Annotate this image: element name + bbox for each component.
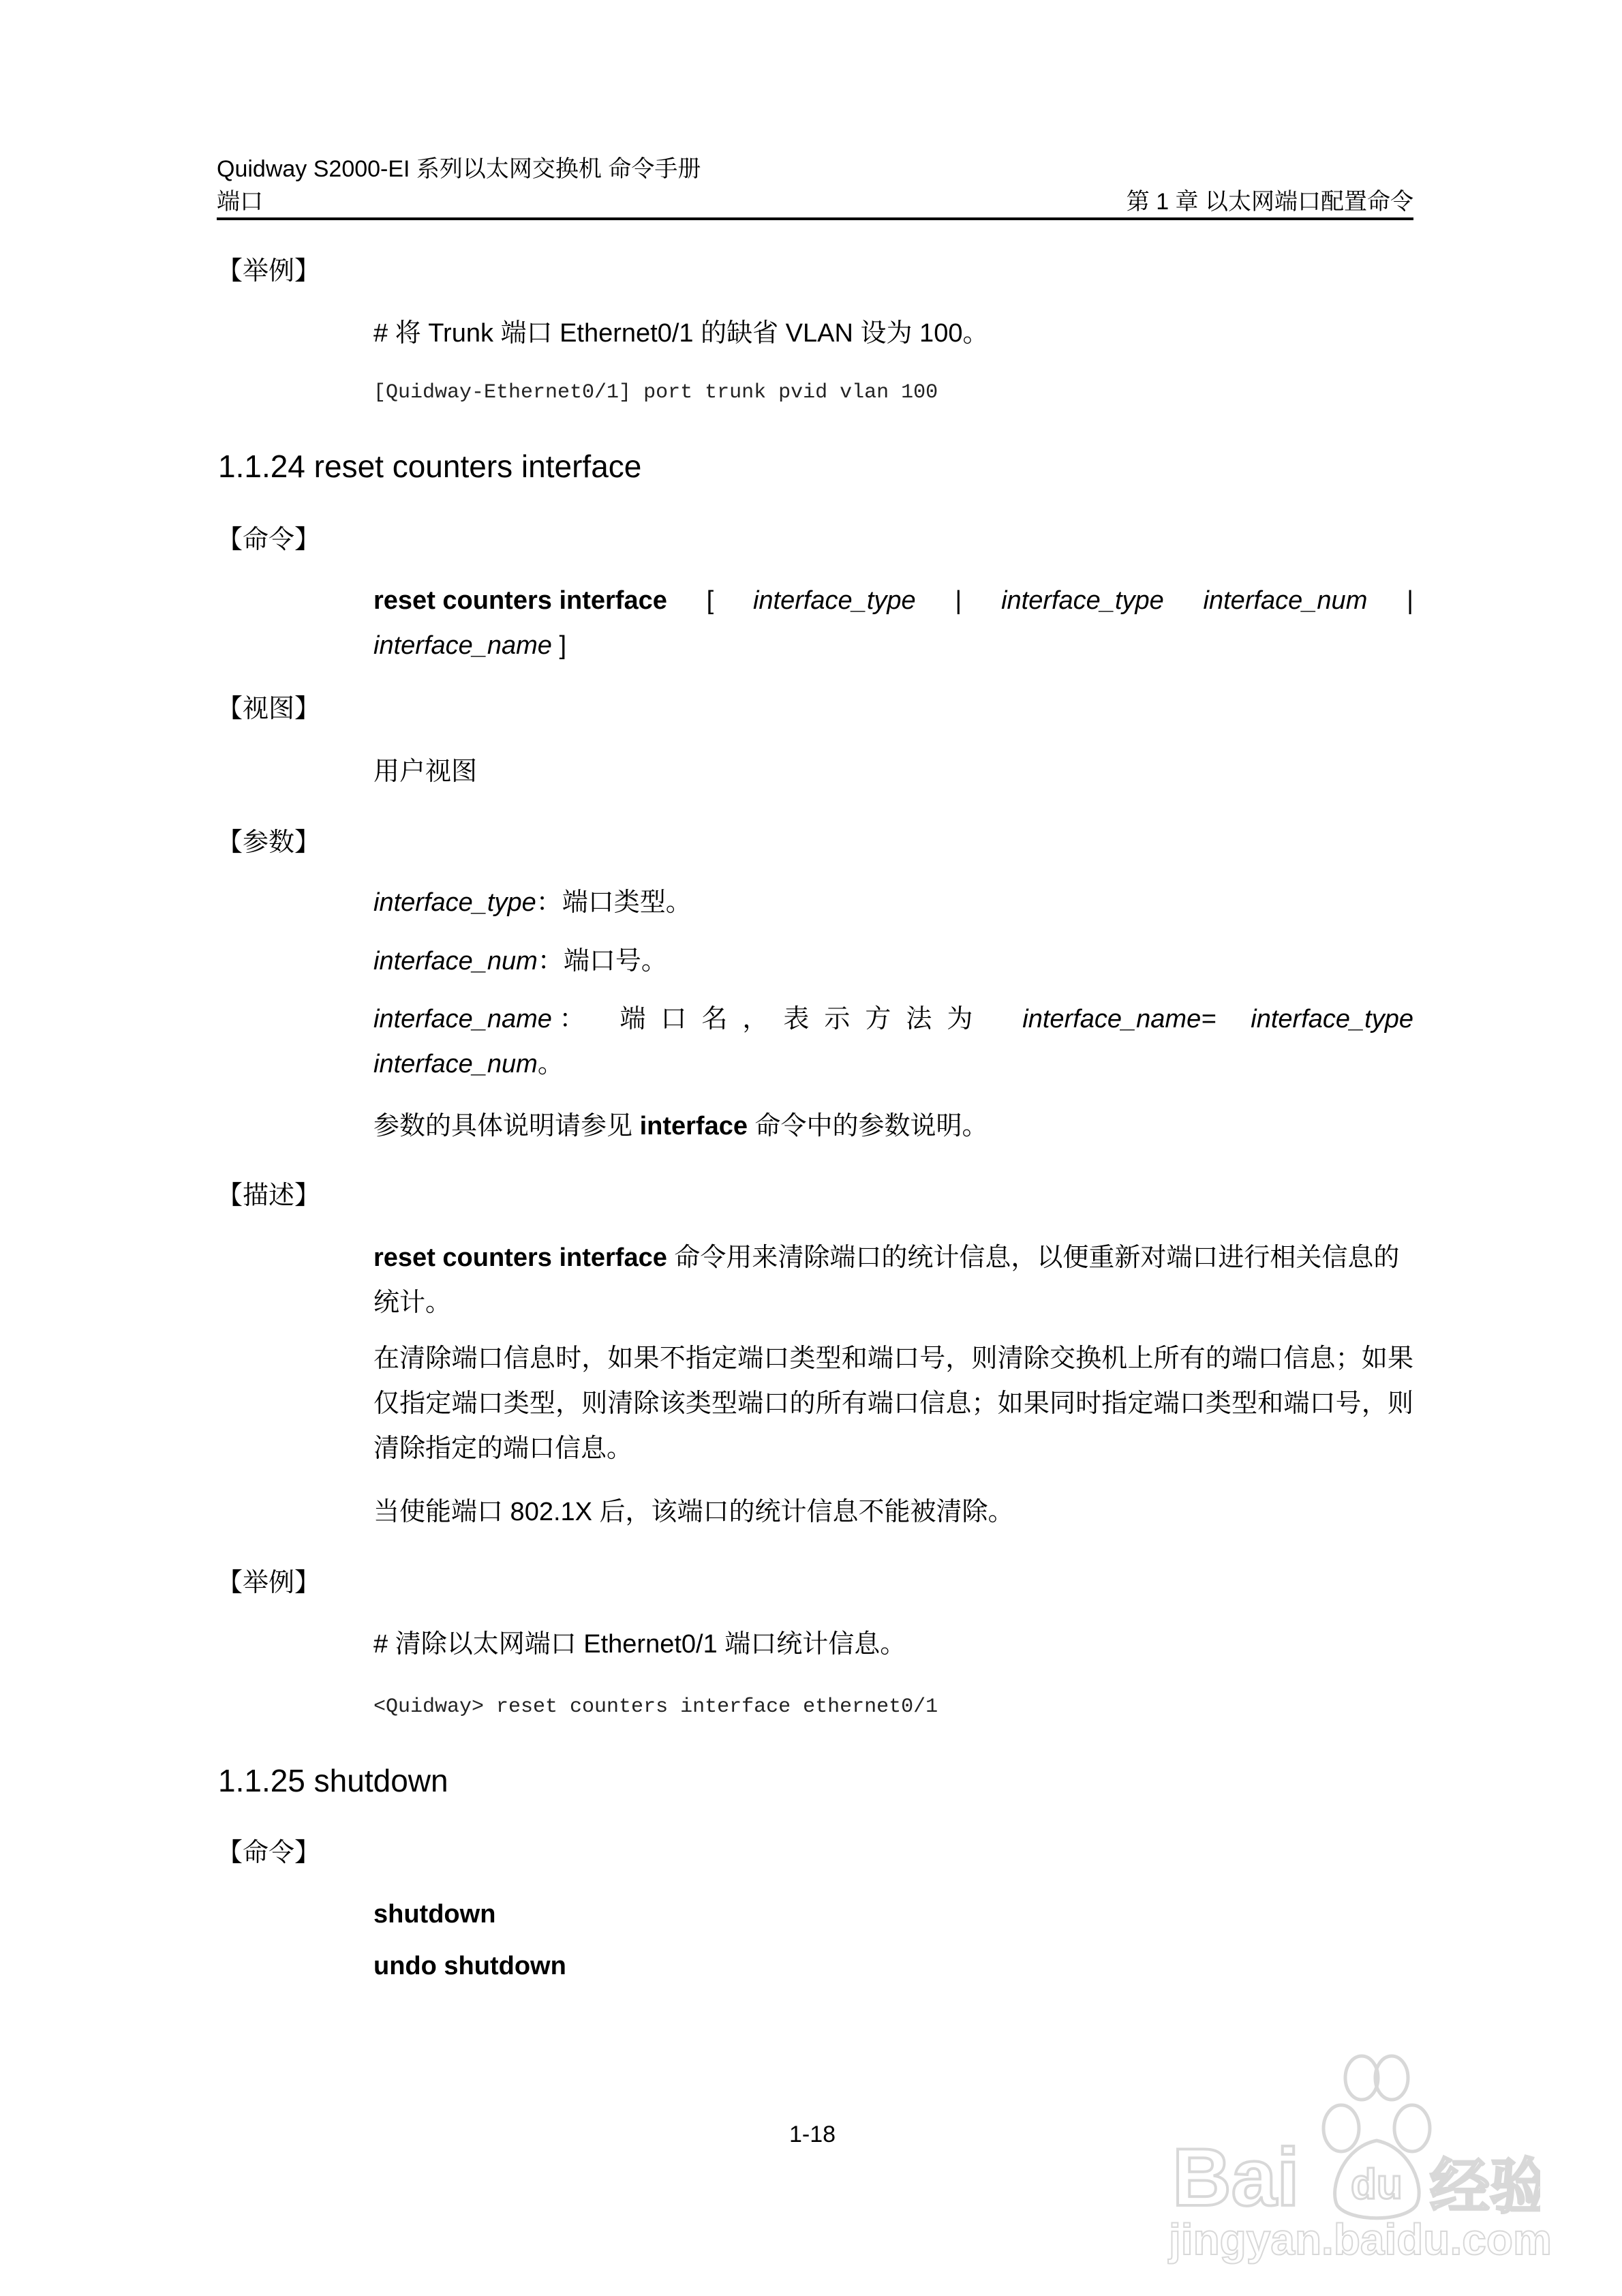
command-label: 【命令】 — [217, 526, 321, 554]
svg-text:Bai: Bai — [1172, 2132, 1300, 2223]
param-item: interface_type：端口类型。 — [373, 888, 692, 917]
example-code: [Quidway-Ethernet0/1] port trunk pvid vlan 100 — [373, 381, 938, 404]
doc-chapter: 第 1 章 以太网端口配置命令 — [1126, 189, 1413, 215]
section-heading-1-1-25: 1.1.25 shutdown — [218, 1763, 448, 1798]
param-interface-name: interface_name — [373, 631, 552, 660]
page-number: 1-18 — [789, 2121, 836, 2147]
example-label: 【举例】 — [217, 1569, 321, 1597]
svg-text:经验: 经验 — [1430, 2151, 1540, 2222]
example-description: # 清除以太网端口 Ethernet0/1 端口统计信息。 — [373, 1630, 906, 1659]
watermark-url: jingyan.baidu.com — [1169, 2215, 1552, 2264]
doc-section: 端口 — [217, 189, 263, 215]
command-syntax: reset counters interface [ interface_type | interface_type interface_num | interface_name ] — [373, 578, 1413, 668]
command-keyword: reset counters interface — [373, 586, 667, 615]
params-label: 【参数】 — [217, 828, 321, 857]
description-label: 【描述】 — [217, 1181, 321, 1210]
view-text: 用户视图 — [373, 757, 478, 786]
command-label: 【命令】 — [217, 1839, 321, 1867]
header-divider — [217, 217, 1413, 220]
param-interface-type-2: interface_type — [1001, 586, 1164, 615]
param-item: interface_name ： 端口名，表示方法为 interface_name= interface_type interface_num。 — [373, 1005, 1413, 1078]
doc-title: Quidway S2000-EI 系列以太网交换机 命令手册 — [217, 156, 701, 182]
description-paragraph: 当使能端口 802.1X 后，该端口的统计信息不能被清除。 — [373, 1498, 1014, 1526]
description-paragraph: 在清除端口信息时，如果不指定端口类型和端口号，则清除交换机上所有的端口信息；如果仅指定端口类型，则清除该类型端口的所有端口信息；如果同时指定端口类型和端口号，则清除指定的端口信息。 — [373, 1344, 1413, 1463]
command-shutdown: shutdown — [373, 1900, 496, 1929]
svg-text:du: du — [1351, 2161, 1403, 2208]
example-code: <Quidway> reset counters interface ethernet0/1 — [373, 1695, 938, 1719]
param-item: interface_num：端口号。 — [373, 947, 667, 976]
view-label: 【视图】 — [217, 695, 321, 723]
description-paragraph: reset counters interface 命令用来清除端口的统计信息，以便重新对端口进行相关信息的统计。 — [373, 1243, 1400, 1317]
params-note: 参数的具体说明请参见 interface 命令中的参数说明。 — [373, 1112, 988, 1141]
param-interface-num: interface_num — [1203, 586, 1368, 615]
command-undo-shutdown: undo shutdown — [373, 1952, 566, 1980]
example-label: 【举例】 — [217, 257, 321, 286]
baidu-watermark — [1159, 2052, 1552, 2264]
param-interface-type: interface_type — [752, 586, 916, 615]
section-heading-1-1-24: 1.1.24 reset counters interface — [218, 449, 642, 484]
example-description: # 将 Trunk 端口 Ethernet0/1 的缺省 VLAN 设为 100。 — [373, 319, 989, 348]
